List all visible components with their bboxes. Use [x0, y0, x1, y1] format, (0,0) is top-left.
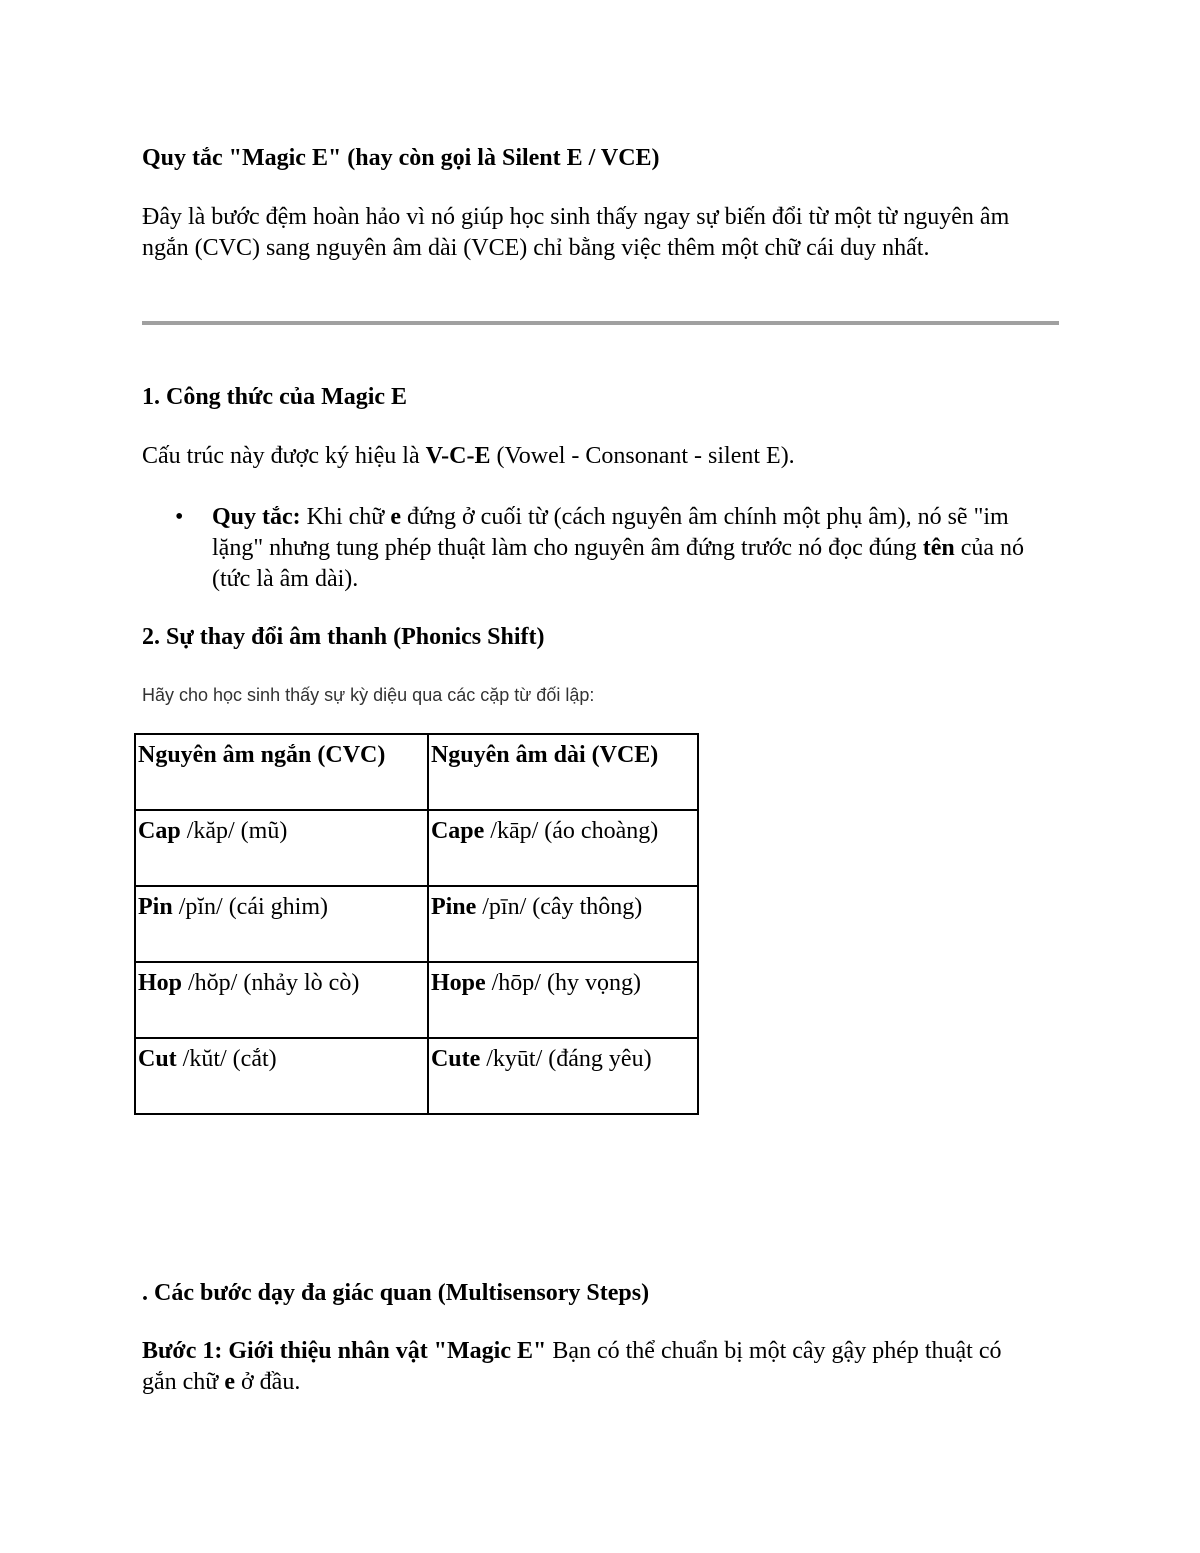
table-header-cell [428, 734, 698, 810]
cvc-word: Pin [138, 894, 173, 920]
rule-text-a: Khi chữ [300, 504, 391, 530]
vowel-comparison-table [134, 733, 699, 1115]
table-row [135, 810, 698, 886]
step1-letter-e: e [224, 1369, 235, 1395]
table-cell [428, 886, 698, 962]
page-title: Quy tắc "Magic E" (hay còn gọi là Silent E / VCE) [142, 145, 660, 171]
table-cell [428, 810, 698, 886]
header-short-vowel: Nguyên âm ngắn (CVC) [138, 742, 386, 768]
step1-text-a: Bạn có thể chuẩn bị một cây gậy phép thuật có gắn chữ [142, 1338, 1002, 1395]
table-row [135, 962, 698, 1038]
cvc-word: Cut [138, 1046, 177, 1072]
table-intro-note: Hãy cho học sinh thấy sự kỳ diệu qua các cặp từ đối lập: [142, 685, 595, 705]
table-cell [135, 962, 428, 1038]
cvc-detail: /pĭn/ (cái ghim) [172, 894, 328, 920]
horizontal-divider [142, 321, 1059, 325]
table-header-cell [135, 734, 428, 810]
step1-paragraph [142, 1336, 1042, 1398]
rule-name-word: tên [922, 535, 955, 561]
rule-text-c: của nó (tức là âm dài). [212, 535, 1025, 592]
vce-word: Cute [430, 1046, 481, 1072]
rule-letter-e: e [390, 504, 401, 530]
vce-detail: /pīn/ (cây thông) [476, 894, 643, 920]
section2-heading: 2. Sự thay đổi âm thanh (Phonics Shift) [142, 624, 545, 650]
table-cell [135, 810, 428, 886]
vce-word: Pine [430, 894, 477, 920]
table-cell [135, 886, 428, 962]
table-row [135, 886, 698, 962]
vce-detail: /kyūt/ (đáng yêu) [480, 1046, 652, 1072]
vce-word: Cape [430, 818, 485, 844]
section1-heading: 1. Công thức của Magic E [142, 384, 408, 410]
table-row [135, 1038, 698, 1114]
cvc-word: Cap [138, 818, 181, 844]
vce-detail: /hōp/ (hy vọng) [485, 970, 641, 996]
rule-label: Quy tắc: [212, 504, 301, 530]
table-cell [428, 1038, 698, 1114]
structure-paragraph [142, 441, 795, 472]
cvc-detail: /hŏp/ (nhảy lò cò) [182, 970, 360, 996]
table-cell [135, 1038, 428, 1114]
vce-word: Hope [430, 970, 486, 996]
structure-prefix: Cấu trúc này được ký hiệu là [142, 443, 426, 469]
step1-text-b: ở đầu. [234, 1369, 301, 1395]
section3-heading: . Các bước dạy đa giác quan (Multisensory Steps) [142, 1280, 650, 1306]
header-long-vowel: Nguyên âm dài (VCE) [430, 742, 659, 768]
bullet-marker: • [175, 504, 184, 530]
table-cell [428, 962, 698, 1038]
cvc-detail: /kŭt/ (cắt) [176, 1046, 277, 1072]
rule-bullet [212, 502, 1062, 595]
vce-detail: /kāp/ (áo choàng) [484, 818, 659, 844]
structure-formula: V-C-E [425, 443, 491, 469]
cvc-word: Hop [138, 970, 183, 996]
intro-paragraph: Đây là bước đệm hoàn hảo vì nó giúp học sinh thấy ngay sự biến đổi từ một từ nguyên âm ngắn (CVC) sang nguyên âm dài (VCE) chỉ bằng việc thêm một chữ cái duy nhất. [142, 204, 1010, 261]
rule-text-b: đứng ở cuối từ (cách nguyên âm chính một phụ âm), nó sẽ "im lặng" nhưng tung phép thuật làm cho nguyên âm đứng trước nó đọc đúng [212, 504, 1009, 561]
cvc-detail: /kăp/ (mũ) [180, 818, 288, 844]
structure-suffix: (Vowel - Consonant - silent E). [490, 443, 795, 469]
step1-label: Bước 1: Giới thiệu nhân vật "Magic E" [142, 1338, 547, 1364]
table-header-row [135, 734, 698, 810]
